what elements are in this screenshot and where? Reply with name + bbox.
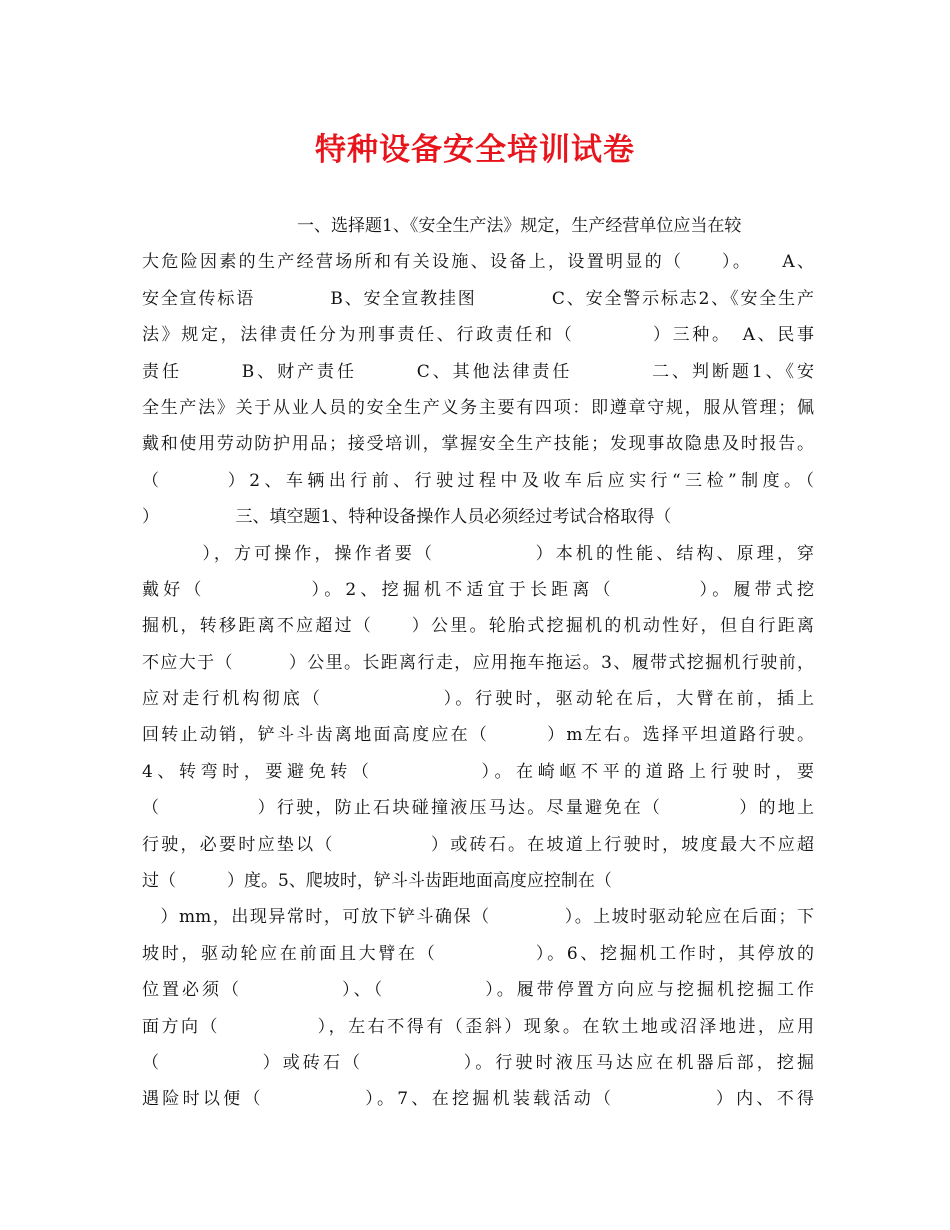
- text-line: 责任 B、财产责任 C、其他法律责任 二、判断题1、《安: [142, 361, 814, 382]
- text-line: 戴和使用劳动防护用品；接受培训，掌握安全生产技能；发现事故隐患及时报告。: [142, 434, 814, 455]
- text-line: ），方可操作，操作者要（ ）本机的性能、结构、原理，穿: [142, 543, 814, 564]
- text-line: ）mm，出现异常时，可放下铲斗确保（ ）。上坡时驱动轮应在后面；下: [142, 907, 814, 928]
- text-line: 面方向（ ），左右不得有（歪斜）现象。在软土地或沼泽地进，应用: [142, 1016, 814, 1037]
- text-line: 一、选择题1、《安全生产法》规定，生产经营单位应当在较: [297, 216, 742, 236]
- text-line: 位置必须（ ）、（ ）。履带停置方向应与挖掘机挖掘工作: [142, 980, 814, 1001]
- text-line: （ ）或砖石（ ）。行驶时液压马达应在机器后部，挖掘: [142, 1052, 814, 1073]
- text-line: 不应大于（ ）公里。长距离行走，应用拖车拖运。3、履带式挖掘机行驶前，: [142, 652, 814, 673]
- text-line: 法》规定，法律责任分为刑事责任、行政责任和（ ）三种。 A、民事: [142, 325, 814, 346]
- text-line: （ ）2、车辆出行前、行驶过程中及收车后应实行“三检”制度。（: [142, 470, 814, 491]
- text-line: 应对走行机构彻底（ ）。行驶时，驱动轮在后，大臂在前，插上: [142, 689, 814, 710]
- text-line: 坡时，驱动轮应在前面且大臂在（ ）。6、挖掘机工作时，其停放的: [142, 943, 814, 964]
- document-body: [142, 208, 814, 1118]
- text-line: 行驶，必要时应垫以（ ）或砖石。在坡道上行驶时，坡度最大不应超: [142, 834, 814, 855]
- text-line: ） 三、填空题1、特种设备操作人员必须经过考试合格取得（: [142, 507, 672, 528]
- page-title: 特种设备安全培训试卷: [315, 132, 635, 168]
- text-line: 安全宣传标语 B、安全宣教挂图 C、安全警示标志2、《安全生产: [142, 288, 814, 309]
- text-line: 4、转弯时，要避免转（ ）。在崎岖不平的道路上行驶时，要: [142, 761, 814, 782]
- text-line: （ ）行驶，防止石块碰撞液压马达。尽量避免在（ ）的地上: [142, 798, 814, 819]
- text-line: 全生产法》关于从业人员的安全生产义务主要有四项：即遵章守规，服从管理；佩: [142, 397, 814, 418]
- text-line: 遇险时以便（ ）。7、在挖掘机装载活动（ ）内、不得: [142, 1089, 814, 1110]
- text-line: 戴好（ ）。2、挖掘机不适宜于长距离（ ）。履带式挖: [142, 579, 814, 600]
- text-line: 掘机，转移距离不应超过（ ）公里。轮胎式挖掘机的机动性好，但自行距离: [142, 616, 814, 637]
- text-line: 大危险因素的生产经营场所和有关设施、设备上，设置明显的（ ）。 A、: [142, 252, 814, 273]
- text-line: 回转止动销，铲斗斗齿离地面高度应在（ ）m左右。选择平坦道路行驶。: [142, 725, 814, 746]
- text-line: 过（ ）度。5、爬坡时，铲斗斗齿距地面高度应控制在（: [142, 871, 612, 892]
